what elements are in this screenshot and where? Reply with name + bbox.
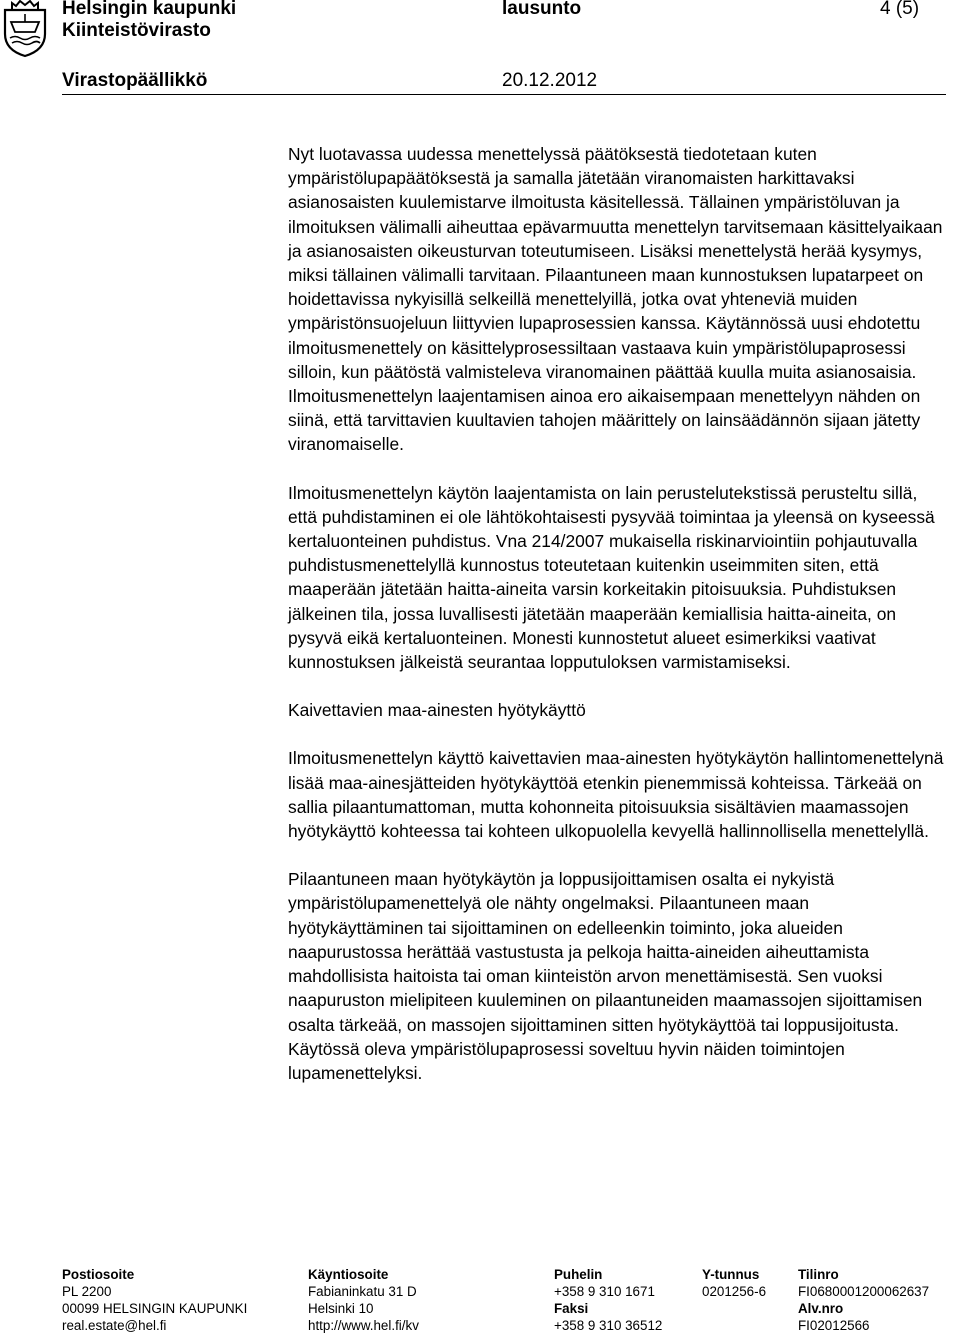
document-date: 20.12.2012 <box>502 70 598 91</box>
org-name: Helsingin kaupunki <box>62 0 237 19</box>
paragraph: Pilaantuneen maan hyötykäytön ja loppusijoittamisen osalta ei nykyistä ympäristölupamenettelyä ole nähty ongelmaksi. Pilaantuneen maan hyötykäyttäminen tai sijoittaminen on edelleenkin toiminto, joka alueiden naapurustossa herättää vastustusta ja pelkoja haitta-aineiden aiheuttamista mahdollisista haitoista tai oman kiinteistön arvon menettämisestä. Sen vuoksi naapuruston mielipiteen kuuleminen on pilaantuneiden maamassojen sijoittamisen osalta tärkeää, on massojen sijoittaminen sitten hyötykäyttöä tai loppusijoitusta. Käytössä oleva ympäristölupaprosessi soveltuu hyvin näiden toimintojen lupamenettelyksi. <box>288 869 923 1083</box>
footer-postal <box>62 1266 247 1334</box>
footer-fax-label: Faksi <box>554 1301 589 1316</box>
footer-business-id-label: Y-tunnus <box>702 1267 760 1282</box>
footer-vat-value: FI02012566 <box>798 1318 870 1333</box>
footer-city: Helsinki 10 <box>308 1301 374 1316</box>
paragraph: Ilmoitusmenettelyn käytön laajentamista on lain perustelutekstissä perusteltu sillä, että puhdistaminen ei ole lähtökohtaisesti pysyvää toimintaa ja yleensä on kyseessä kertaluonteinen puhdistus. Vna 214/2007 mukaisella riskinarviointiin pohjautuvalla puhdistusmenettelyllä kunnostus toteutetaan kuitenkin useimmiten siten, että maaperään jätetään haitta-aineita varsin korkeitakin pitoisuuksia. Puhdistuksen jälkeinen tila, jossa luvallisesti jätetään maaperään kemiallisia haitta-aineita, on pysyvä eikä kertaluonteinen. Monesti kunnostetut alueet esimerkiksi vaativat kunnostuksen jälkeistä seurantaa lopputuloksen varmistamiseksi. <box>288 482 935 673</box>
footer-postal-city: 00099 HELSINGIN KAUPUNKI <box>62 1301 248 1316</box>
footer-postal-label: Postiosoite <box>62 1267 135 1282</box>
footer-visit <box>308 1266 419 1334</box>
header-divider <box>62 94 946 95</box>
paragraph: Ilmoitusmenettelyn käyttö kaivettavien maa-ainesten hyötykäytön hallintomenettelynä lisää maa-ainesjätteiden hyötykäyttöä etenkin pienemmissä kohteissa. Tärkeää on sallia pilaantumattoman, mutta kohonneita pitoisuuksia sisältävien maamassojen hyötykäyttö kohteessa tai kohteen ulkopuolella kevyellä hallinnollisella menettelyllä. <box>288 748 944 842</box>
paragraph: Nyt luotavassa uudessa menettelyssä päätöksestä tiedotetaan kuten ympäristölupapäätöksestä ja samalla jätetään viranomaisten harkittavaksi asianosaisten kuulemistarve ilmoitusta käsitellessä. Tällainen ympäristöluvan ja ilmoituksen välimalli aiheuttaa epävarmuutta menettelyn tarvitsemaan käsittelyaikaan ja asianosaisten oikeusturvan toteutumiseen. Lisäksi menettelystä herää kysymys, miksi tällainen välimalli tarvitaan. Pilaantuneen maan kunnostuksen lupatarpeet on hoidettavissa nykyisillä selkeillä menettelyillä, jotka ovat yhteneviä muiden ympäristönsuojeluun liittyvien lupaprosessien kanssa. Käytännössä uusi ehdotettu ilmoitusmenettely on käsittelyprosessiltaan vastaava kuin ympäristölupaprosessi silloin, kun päätöstä valmisteleva viranomainen päättää kuulla muita asianosaisia. Ilmoitusmenettelyn laajentamisen ainoa ero aikaisempaan menettelyyn nähden on siinä, että tarvittavien kuultavien tahojen määrittely on lainsäädännön sijaan jätetty viranomaiselle. <box>288 144 943 455</box>
document-body <box>288 142 948 1109</box>
footer-phone <box>554 1266 662 1334</box>
helsinki-crest-logo <box>2 0 48 58</box>
footer-vat-label: Alv.nro <box>798 1301 844 1316</box>
footer-business-id-value: 0201256-6 <box>702 1284 767 1299</box>
office-name: Virastopäällikkö <box>62 70 208 91</box>
document-type: lausunto <box>502 0 582 19</box>
footer-website: http://www.hel.fi/kv <box>308 1318 419 1333</box>
footer-postal-box: PL 2200 <box>62 1284 112 1299</box>
footer-phone-label: Puhelin <box>554 1267 603 1282</box>
page-number: 4 (5) <box>880 0 920 19</box>
section-heading: Kaivettavien maa-ainesten hyötykäyttö <box>288 700 586 721</box>
footer-fax-value: +358 9 310 36512 <box>554 1318 663 1333</box>
footer-visit-label: Käyntiosoite <box>308 1267 389 1282</box>
department-name: Kiinteistövirasto <box>62 20 211 41</box>
footer-email: real.estate@hel.fi <box>62 1318 167 1333</box>
footer-street: Fabianinkatu 31 D <box>308 1284 417 1299</box>
footer-account-label: Tilinro <box>798 1267 839 1282</box>
footer-account-value: FI0680001200062637 <box>798 1284 930 1299</box>
footer-business-id <box>702 1266 766 1300</box>
footer-account <box>798 1266 929 1334</box>
footer-phone-value: +358 9 310 1671 <box>554 1284 655 1299</box>
